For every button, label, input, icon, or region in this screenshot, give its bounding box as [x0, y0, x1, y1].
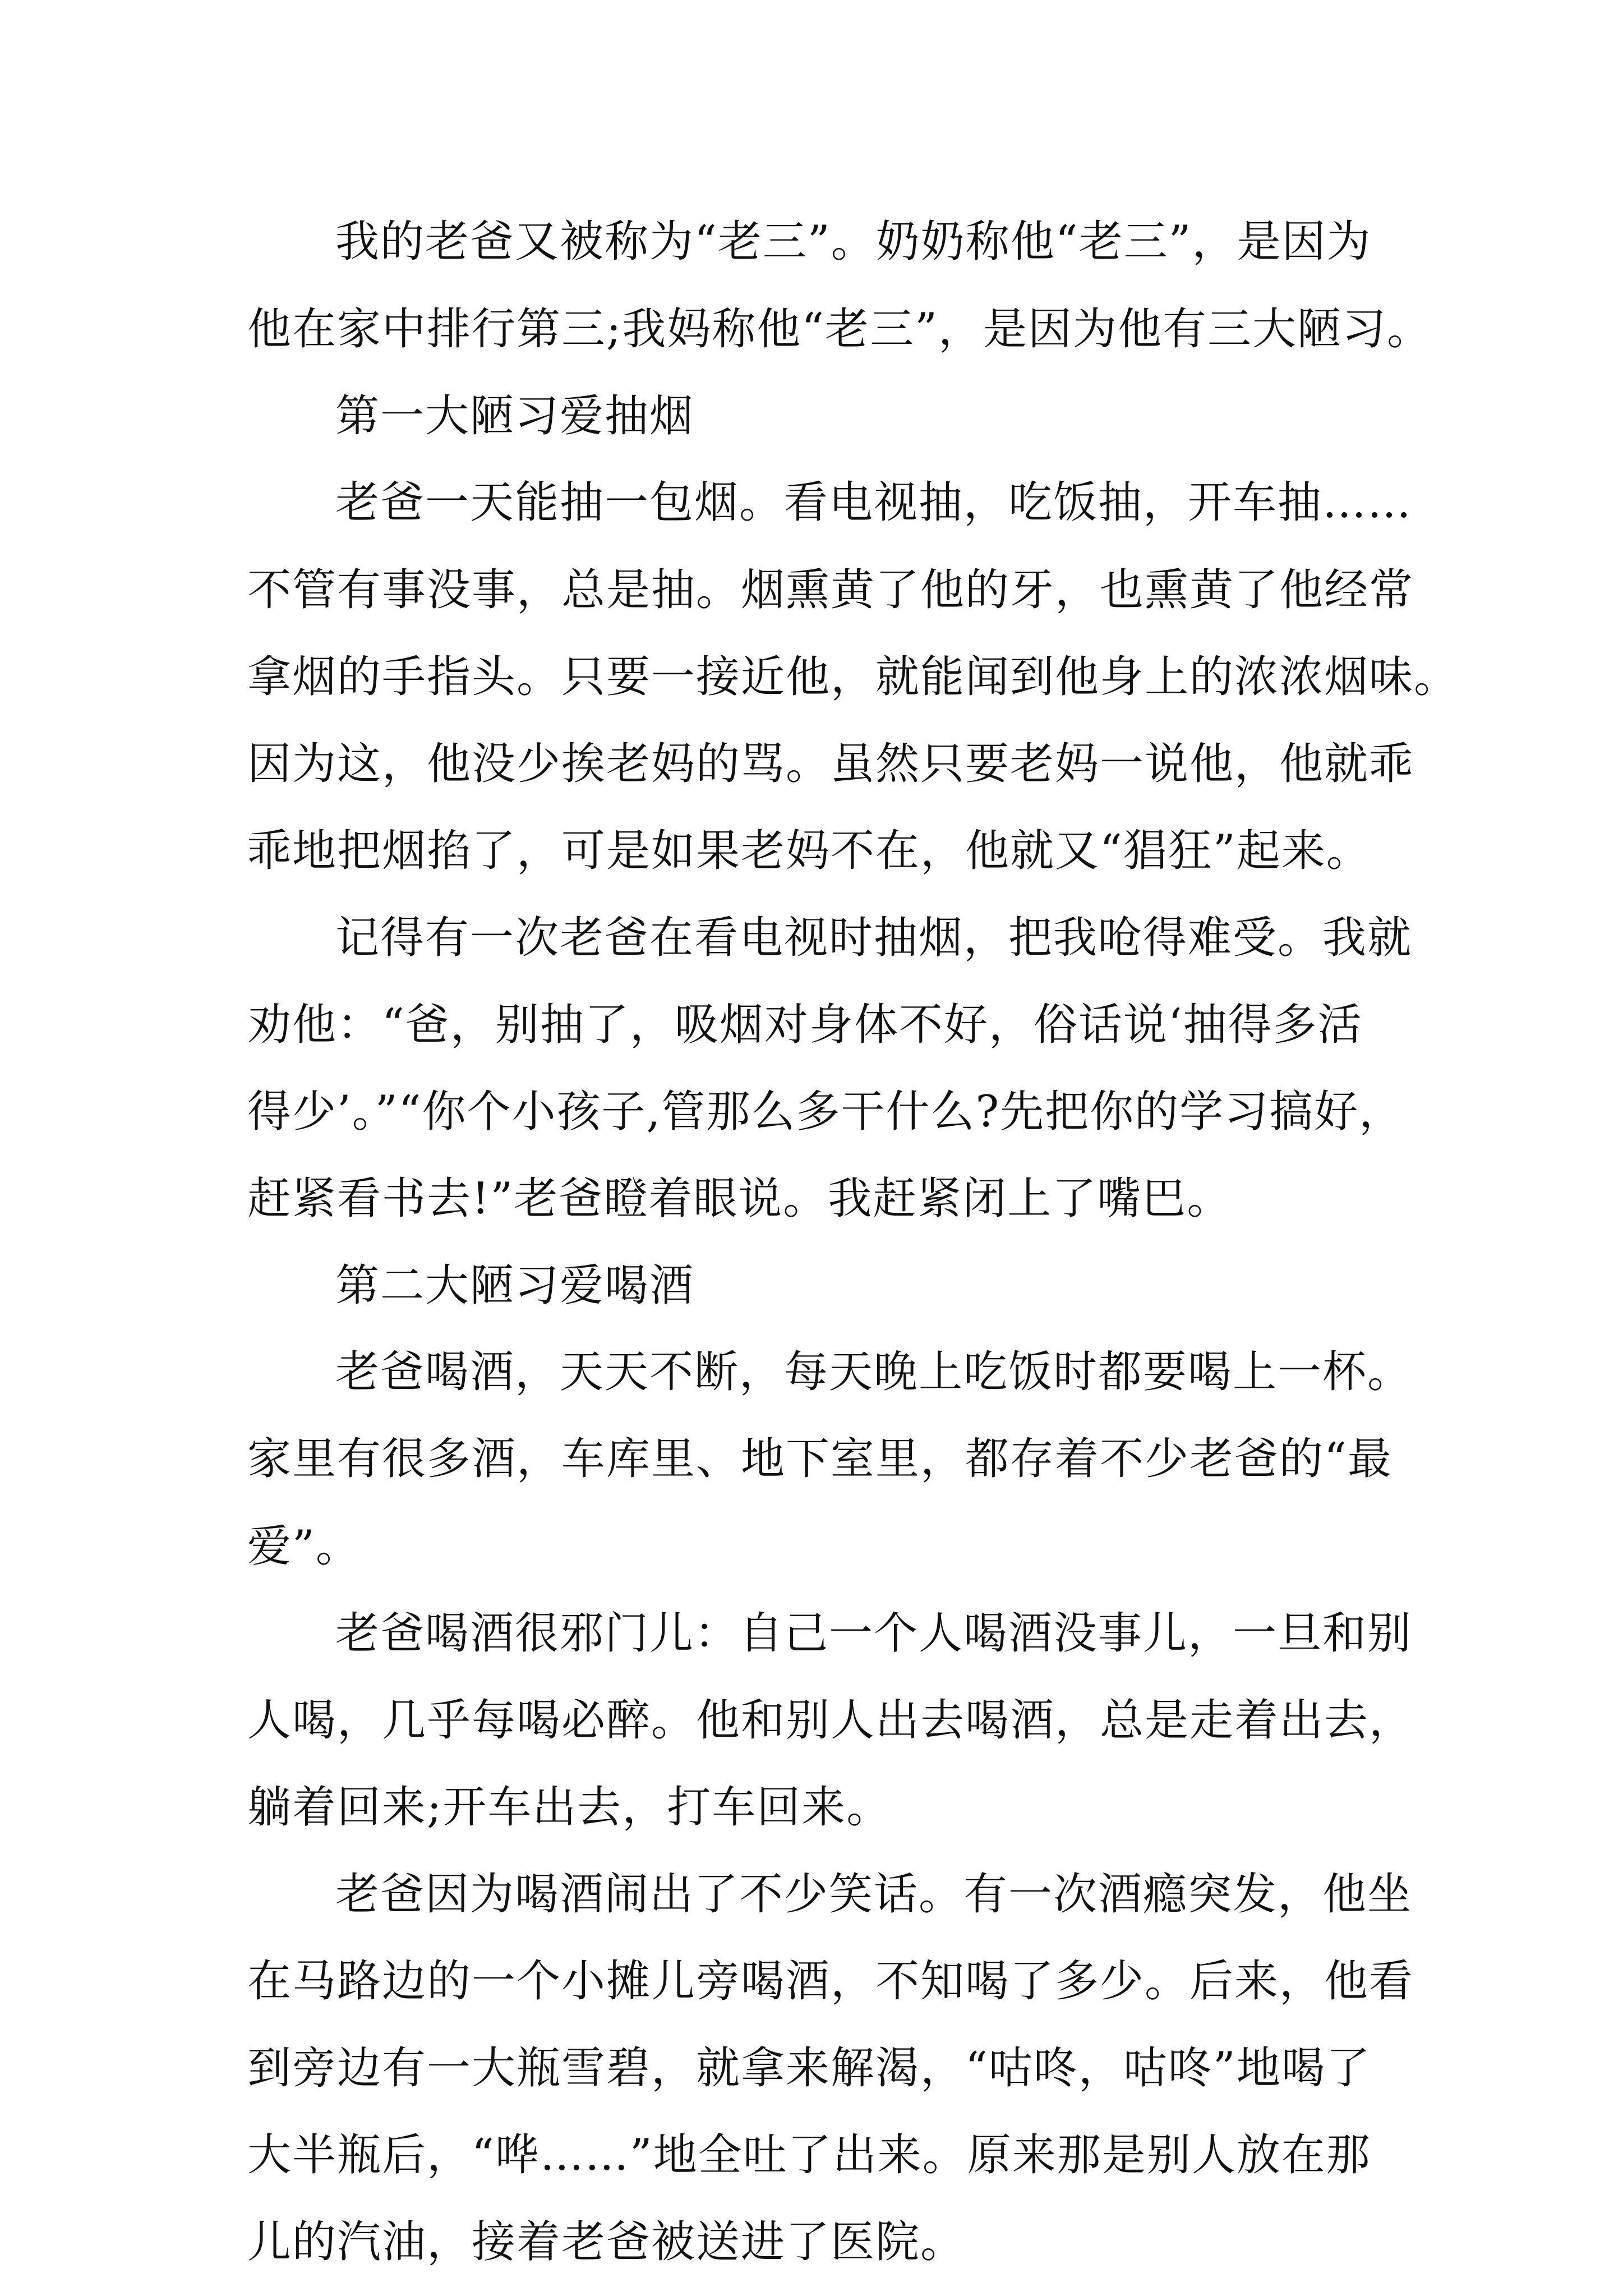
section-heading-1: 第一大陋习爱抽烟: [335, 391, 695, 441]
text-line-1: 我的老爸又被称为“老三”。奶奶称他“老三”，是因为: [335, 217, 1372, 267]
text-line-19: 躺着回来;开车出去，打车回来。: [247, 1782, 892, 1833]
text-line-9: 记得有一次老爸在看电视时抽烟，把我呛得难受。我就: [335, 913, 1413, 963]
text-line-22: 到旁边有一大瓶雪碧，就拿来解渴，“咕咚，咕咚”地喝了: [247, 2043, 1371, 2093]
text-line-21: 在马路边的一个小摊儿旁喝酒，不知喝了多少。后来，他看: [247, 1956, 1414, 2007]
text-line-12: 赶紧看书去!”老爸瞪着眼说。我赶紧闭上了嘴巴。: [247, 1174, 1232, 1224]
text-line-20: 老爸因为喝酒闹出了不少笑话。有一次酒瘾突发，他坐: [335, 1869, 1413, 1920]
text-line-11: 得少’。”“你个小孩子,管那么多干什么?先把你的学习搞好，: [247, 1087, 1404, 1137]
text-line-6: 拿烟的手指头。只要一接近他，就能闻到他身上的浓浓烟味。: [247, 652, 1459, 702]
text-line-15: 家里有很多酒，车库里、地下室里，都存着不少老爸的“最: [247, 1434, 1393, 1484]
section-heading-2: 第二大陋习爱喝酒: [335, 1260, 695, 1311]
text-line-7: 因为这，他没少挨老妈的骂。虽然只要老妈一说他，他就乖: [247, 739, 1414, 789]
text-line-2: 他在家中排行第三;我妈称他“老三”，是因为他有三大陋习。: [247, 304, 1432, 355]
text-line-18: 人喝，几乎每喝必醉。他和别人出去喝酒，总是走着出去，: [247, 1695, 1414, 1746]
text-line-4: 老爸一天能抽一包烟。看电视抽，吃饭抽，开车抽……: [335, 477, 1413, 528]
text-line-14: 老爸喝酒，天天不断，每天晚上吃饭时都要喝上一杯。: [335, 1347, 1413, 1397]
text-line-10: 劝他：“爸，别抽了，吸烟对身体不好，俗话说‘抽得多活: [247, 1000, 1363, 1050]
text-line-5: 不管有事没事，总是抽。烟熏黄了他的牙，也熏黄了他经常: [247, 565, 1414, 615]
text-line-16: 爱”。: [247, 1521, 361, 1572]
text-line-23: 大半瓶后，“哗……”地全吐了出来。原来那是别人放在那: [247, 2130, 1371, 2180]
text-line-17: 老爸喝酒很邪门儿：自己一个人喝酒没事儿，一旦和别: [335, 1608, 1413, 1659]
text-line-24: 儿的汽油，接着老爸被送进了医院。: [247, 2217, 966, 2267]
text-line-8: 乖地把烟掐了，可是如果老妈不在，他就又“猖狂”起来。: [247, 826, 1371, 876]
